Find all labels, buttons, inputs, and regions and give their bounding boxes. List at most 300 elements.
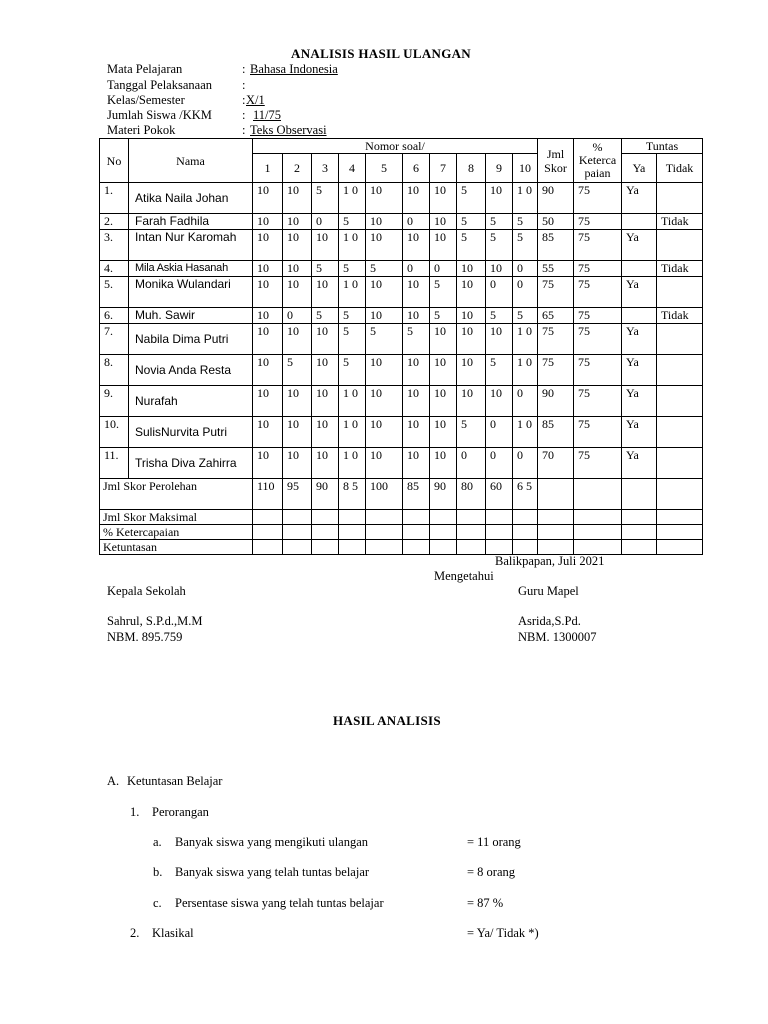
cell-jml: 90 (538, 183, 574, 214)
cell-ya: Ya (622, 183, 657, 214)
summary-cell (253, 540, 283, 555)
summary-cell (403, 540, 430, 555)
item-c-label: Persentase siswa yang telah tuntas belajar (175, 896, 384, 910)
score-cell: 10 (403, 355, 430, 386)
score-cell: 5 (486, 214, 513, 230)
table-row (100, 308, 703, 324)
score-cell: 10 (312, 324, 339, 355)
score-cell: 0 (486, 277, 513, 308)
summary-cell (574, 479, 622, 510)
score-cell: 10 (283, 214, 312, 230)
info-label-jumlah: Jumlah Siswa /KKM (107, 108, 212, 122)
cell-pct: 75 (574, 183, 622, 214)
right-signer-role: Guru Mapel (518, 584, 579, 598)
cell-tidak (657, 324, 703, 355)
summary-cell (657, 525, 703, 540)
cell-ya: Ya (622, 230, 657, 261)
cell-ya: Ya (622, 417, 657, 448)
score-cell: 10 (457, 355, 486, 386)
cell-ya: Ya (622, 277, 657, 308)
score-cell: 5 (513, 308, 538, 324)
table-row (100, 214, 703, 230)
summary-row (100, 525, 703, 540)
score-cell: 10 (430, 324, 457, 355)
summary-cell (403, 510, 430, 525)
summary-cell (538, 479, 574, 510)
score-cell: 10 (403, 230, 430, 261)
score-cell: 10 (486, 324, 513, 355)
cell-pct: 75 (574, 355, 622, 386)
score-cell: 0 (486, 448, 513, 479)
score-cell: 5 (339, 324, 366, 355)
score-cell: 1 0 (513, 355, 538, 386)
header-soal-number: 1 (253, 154, 283, 183)
summary-cell (657, 540, 703, 555)
score-cell: 10 (366, 214, 403, 230)
item-c-letter: c. (153, 896, 162, 910)
summary-cell (339, 510, 366, 525)
score-cell: 10 (403, 417, 430, 448)
cell-ya: Ya (622, 386, 657, 417)
score-cell: 10 (457, 386, 486, 417)
score-cell: 10 (403, 183, 430, 214)
score-cell: 10 (430, 386, 457, 417)
student-name: Muh. Sawir (129, 308, 253, 324)
summary-cell (283, 525, 312, 540)
score-cell: 5 (283, 355, 312, 386)
item2-value: = Ya/ Tidak *) (467, 926, 539, 940)
student-name: Nurafah (129, 386, 253, 417)
summary-cell (574, 510, 622, 525)
score-cell: 10 (312, 277, 339, 308)
score-cell: 10 (403, 386, 430, 417)
score-cell: 10 (403, 277, 430, 308)
summary-cell: 60 (486, 479, 513, 510)
cell-pct: 75 (574, 230, 622, 261)
info-colon: : (242, 78, 246, 92)
item1-number: 1. (130, 805, 140, 819)
summary-cell (430, 525, 457, 540)
score-cell: 0 (513, 448, 538, 479)
score-cell: 10 (430, 214, 457, 230)
row-number: 5. (100, 277, 129, 308)
header-jml-line1: Jml (546, 146, 565, 161)
score-cell: 10 (430, 355, 457, 386)
table-row (100, 277, 703, 308)
student-name: Monika Wulandari (129, 277, 253, 308)
summary-label: Jml Skor Perolehan (100, 479, 253, 510)
summary-cell (538, 540, 574, 555)
row-number: 7. (100, 324, 129, 355)
score-cell: 5 (486, 355, 513, 386)
info-colon: : (242, 123, 246, 137)
cell-pct: 75 (574, 417, 622, 448)
cell-jml: 75 (538, 277, 574, 308)
summary-row (100, 479, 703, 510)
summary-cell: 110 (253, 479, 283, 510)
score-cell: 10 (366, 448, 403, 479)
summary-cell: 8 5 (339, 479, 366, 510)
info-value-jumlah: 11/75 (253, 108, 282, 122)
score-cell: 10 (283, 183, 312, 214)
cell-tidak (657, 448, 703, 479)
score-cell: 1 0 (513, 183, 538, 214)
cell-jml: 50 (538, 214, 574, 230)
summary-cell (366, 525, 403, 540)
info-label-materi: Materi Pokok (107, 123, 176, 137)
header-jml-skor (538, 139, 574, 183)
info-colon: : (242, 62, 246, 76)
score-cell: 10 (366, 355, 403, 386)
header-pct-line1: % (592, 140, 603, 154)
score-cell: 10 (253, 183, 283, 214)
student-name: Trisha Diva Zahirra (129, 448, 253, 479)
summary-row (100, 510, 703, 525)
score-cell: 10 (486, 183, 513, 214)
score-cell: 0 (430, 261, 457, 277)
header-pct-line3: paian (584, 166, 611, 180)
summary-cell (430, 510, 457, 525)
summary-cell (339, 540, 366, 555)
item-a-label: Banyak siswa yang mengikuti ulangan (175, 835, 369, 849)
student-name: Novia Anda Resta (129, 355, 253, 386)
item1-label: Perorangan (152, 805, 209, 819)
cell-tidak: Tidak (657, 214, 703, 230)
score-cell: 10 (457, 277, 486, 308)
item-b-value: = 8 orang (467, 865, 516, 879)
summary-cell: 90 (312, 479, 339, 510)
header-soal-number: 9 (486, 154, 513, 183)
cell-jml: 75 (538, 324, 574, 355)
table-row (100, 324, 703, 355)
summary-cell (457, 510, 486, 525)
summary-cell (366, 540, 403, 555)
cell-ya: Ya (622, 355, 657, 386)
summary-cell (312, 540, 339, 555)
score-cell: 10 (283, 324, 312, 355)
score-cell: 0 (312, 214, 339, 230)
score-cell: 10 (366, 230, 403, 261)
table-row (100, 417, 703, 448)
item2-label: Klasikal (152, 926, 194, 940)
info-colon: : (242, 108, 246, 122)
cell-pct: 75 (574, 261, 622, 277)
item-b-letter: b. (153, 865, 163, 879)
score-cell: 0 (457, 448, 486, 479)
student-name: Farah Fadhila (129, 214, 253, 230)
info-label-mapel: Mata Pelajaran (107, 62, 183, 76)
score-cell: 10 (253, 277, 283, 308)
score-cell: 0 (283, 308, 312, 324)
score-cell: 5 (366, 324, 403, 355)
score-cell: 5 (457, 230, 486, 261)
student-name: Nabila Dima Putri (129, 324, 253, 355)
summary-cell (253, 525, 283, 540)
summary-cell (657, 510, 703, 525)
cell-tidak: Tidak (657, 261, 703, 277)
score-cell: 10 (366, 277, 403, 308)
cell-tidak (657, 417, 703, 448)
header-soal-number: 3 (312, 154, 339, 183)
summary-cell: 85 (403, 479, 430, 510)
cell-tidak (657, 277, 703, 308)
score-cell: 1 0 (339, 386, 366, 417)
summary-cell (253, 510, 283, 525)
header-soal-number: 4 (339, 154, 366, 183)
score-cell: 0 (513, 261, 538, 277)
header-nomor-soal: Nomor soal/ (253, 139, 538, 154)
header-ketercapaian (574, 139, 622, 183)
score-cell: 5 (403, 324, 430, 355)
summary-cell (457, 540, 486, 555)
score-cell: 10 (312, 448, 339, 479)
header-no: No (100, 139, 129, 183)
header-soal-number: 6 (403, 154, 430, 183)
summary-cell (430, 540, 457, 555)
row-number: 2. (100, 214, 129, 230)
score-cell: 1 0 (339, 448, 366, 479)
score-cell: 1 0 (339, 277, 366, 308)
student-name: Mila Askia Hasanah (129, 261, 253, 277)
section-a-letter: A. (107, 774, 120, 788)
place-date: Balikpapan, Juli 2021 (495, 554, 605, 568)
right-signer-nbm: NBM. 1300007 (518, 630, 597, 644)
cell-ya: Ya (622, 448, 657, 479)
cell-tidak (657, 355, 703, 386)
score-cell: 10 (312, 230, 339, 261)
header-jml-line2: Skor (544, 160, 567, 175)
cell-tidak (657, 183, 703, 214)
score-cell: 10 (253, 261, 283, 277)
cell-pct: 75 (574, 448, 622, 479)
score-cell: 10 (312, 386, 339, 417)
cell-jml: 85 (538, 417, 574, 448)
score-cell: 10 (403, 308, 430, 324)
score-cell: 10 (253, 355, 283, 386)
score-cell: 10 (283, 277, 312, 308)
cell-pct: 75 (574, 214, 622, 230)
score-cell: 10 (457, 324, 486, 355)
cell-tidak (657, 230, 703, 261)
score-cell: 10 (430, 417, 457, 448)
score-cell: 10 (312, 417, 339, 448)
table-row (100, 355, 703, 386)
info-colon: : (242, 93, 246, 107)
header-soal-number: 7 (430, 154, 457, 183)
item-b-label: Banyak siswa yang telah tuntas belajar (175, 865, 370, 879)
summary-cell (457, 525, 486, 540)
cell-tidak (657, 386, 703, 417)
header-row-1 (100, 139, 703, 154)
header-soal-number: 5 (366, 154, 403, 183)
header-nama: Nama (129, 139, 253, 183)
table-row (100, 230, 703, 261)
summary-cell (538, 525, 574, 540)
cell-tidak: Tidak (657, 308, 703, 324)
score-cell: 10 (366, 308, 403, 324)
score-cell: 0 (403, 214, 430, 230)
summary-cell (366, 510, 403, 525)
score-cell: 5 (339, 308, 366, 324)
summary-cell (622, 525, 657, 540)
summary-cell (283, 540, 312, 555)
row-number: 10. (100, 417, 129, 448)
score-cell: 5 (457, 417, 486, 448)
left-signer-name: Sahrul, S.P.d.,M.M (107, 614, 203, 628)
score-cell: 5 (366, 261, 403, 277)
score-cell: 10 (457, 261, 486, 277)
cell-jml: 55 (538, 261, 574, 277)
score-cell: 0 (403, 261, 430, 277)
score-cell: 10 (253, 308, 283, 324)
summary-cell (622, 510, 657, 525)
summary-cell (513, 540, 538, 555)
score-cell: 0 (513, 277, 538, 308)
score-cell: 10 (283, 417, 312, 448)
summary-cell (486, 510, 513, 525)
cell-jml: 90 (538, 386, 574, 417)
score-cell: 10 (283, 261, 312, 277)
score-cell: 10 (253, 214, 283, 230)
item2-number: 2. (130, 926, 140, 940)
header-tuntas: Tuntas (622, 139, 703, 154)
item-c-value: = 87 % (467, 896, 504, 910)
score-cell: 1 0 (339, 417, 366, 448)
score-cell: 10 (366, 386, 403, 417)
score-cell: 5 (339, 214, 366, 230)
score-cell: 5 (430, 308, 457, 324)
student-name: Intan Nur Karomah (129, 230, 253, 261)
score-cell: 10 (486, 261, 513, 277)
score-cell: 5 (513, 214, 538, 230)
summary-cell (513, 510, 538, 525)
score-cell: 10 (283, 386, 312, 417)
score-cell: 0 (486, 417, 513, 448)
summary-cell: 95 (283, 479, 312, 510)
cell-jml: 85 (538, 230, 574, 261)
summary-row (100, 540, 703, 555)
right-signer-name: Asrida,S.Pd. (518, 614, 581, 628)
score-cell: 10 (253, 324, 283, 355)
info-value-kelas: X/1 (246, 93, 265, 107)
row-number: 3. (100, 230, 129, 261)
cell-ya: Ya (622, 324, 657, 355)
summary-cell (574, 525, 622, 540)
row-number: 8. (100, 355, 129, 386)
summary-cell (538, 510, 574, 525)
score-cell: 10 (283, 448, 312, 479)
summary-cell (574, 540, 622, 555)
score-cell: 10 (366, 417, 403, 448)
section-a-label: Ketuntasan Belajar (127, 774, 223, 788)
summary-label: Jml Skor Maksimal (100, 510, 253, 525)
item-a-letter: a. (153, 835, 162, 849)
row-number: 11. (100, 448, 129, 479)
document-title: ANALISIS HASIL ULANGAN (291, 46, 471, 61)
score-cell: 5 (339, 261, 366, 277)
table-row (100, 261, 703, 277)
summary-cell (486, 540, 513, 555)
score-cell: 10 (253, 417, 283, 448)
score-table (99, 138, 703, 555)
info-label-kelas: Kelas/Semester (107, 93, 185, 107)
score-cell: 1 0 (513, 324, 538, 355)
score-cell: 10 (457, 308, 486, 324)
score-cell: 5 (339, 355, 366, 386)
score-cell: 10 (486, 386, 513, 417)
cell-jml: 75 (538, 355, 574, 386)
table-row (100, 183, 703, 214)
score-cell: 5 (312, 183, 339, 214)
summary-cell (283, 510, 312, 525)
score-cell: 5 (486, 230, 513, 261)
summary-cell (622, 540, 657, 555)
cell-jml: 70 (538, 448, 574, 479)
score-cell: 1 0 (513, 417, 538, 448)
score-cell: 10 (403, 448, 430, 479)
score-cell: 10 (430, 183, 457, 214)
summary-cell: 100 (366, 479, 403, 510)
item-a-value: = 11 orang (467, 835, 521, 849)
score-cell: 5 (457, 183, 486, 214)
header-soal-number: 8 (457, 154, 486, 183)
summary-label: Ketuntasan (100, 540, 253, 555)
score-cell: 0 (513, 386, 538, 417)
summary-cell: 80 (457, 479, 486, 510)
header-tidak: Tidak (657, 154, 703, 183)
score-cell: 10 (253, 448, 283, 479)
summary-cell: 90 (430, 479, 457, 510)
cell-pct: 75 (574, 386, 622, 417)
score-cell: 5 (312, 261, 339, 277)
cell-ya (622, 261, 657, 277)
score-cell: 10 (312, 355, 339, 386)
summary-cell (312, 525, 339, 540)
table-row (100, 386, 703, 417)
score-cell: 5 (486, 308, 513, 324)
score-cell: 10 (430, 230, 457, 261)
student-name: Atika Naila Johan (129, 183, 253, 214)
info-label-tanggal: Tanggal Pelaksanaan (107, 78, 212, 92)
info-value-materi: Teks Observasi (250, 123, 327, 137)
score-cell: 5 (312, 308, 339, 324)
summary-cell (403, 525, 430, 540)
score-cell: 5 (457, 214, 486, 230)
left-signer-role: Kepala Sekolah (107, 584, 186, 598)
score-cell: 1 0 (339, 183, 366, 214)
header-soal-number: 10 (513, 154, 538, 183)
summary-cell: 6 5 (513, 479, 538, 510)
cell-pct: 75 (574, 324, 622, 355)
summary-cell (622, 479, 657, 510)
header-pct-line2: Keterca (578, 153, 617, 167)
summary-cell (486, 525, 513, 540)
row-number: 6. (100, 308, 129, 324)
cell-pct: 75 (574, 277, 622, 308)
info-value-mapel: Bahasa Indonesia (250, 62, 338, 76)
summary-cell (339, 525, 366, 540)
score-cell: 10 (366, 183, 403, 214)
table-row (100, 448, 703, 479)
score-cell: 5 (430, 277, 457, 308)
row-number: 4. (100, 261, 129, 277)
summary-cell (312, 510, 339, 525)
score-cell: 1 0 (339, 230, 366, 261)
score-cell: 10 (253, 386, 283, 417)
cell-pct: 75 (574, 308, 622, 324)
hasil-title: HASIL ANALISIS (333, 713, 441, 728)
summary-label: % Ketercapaian (100, 525, 253, 540)
